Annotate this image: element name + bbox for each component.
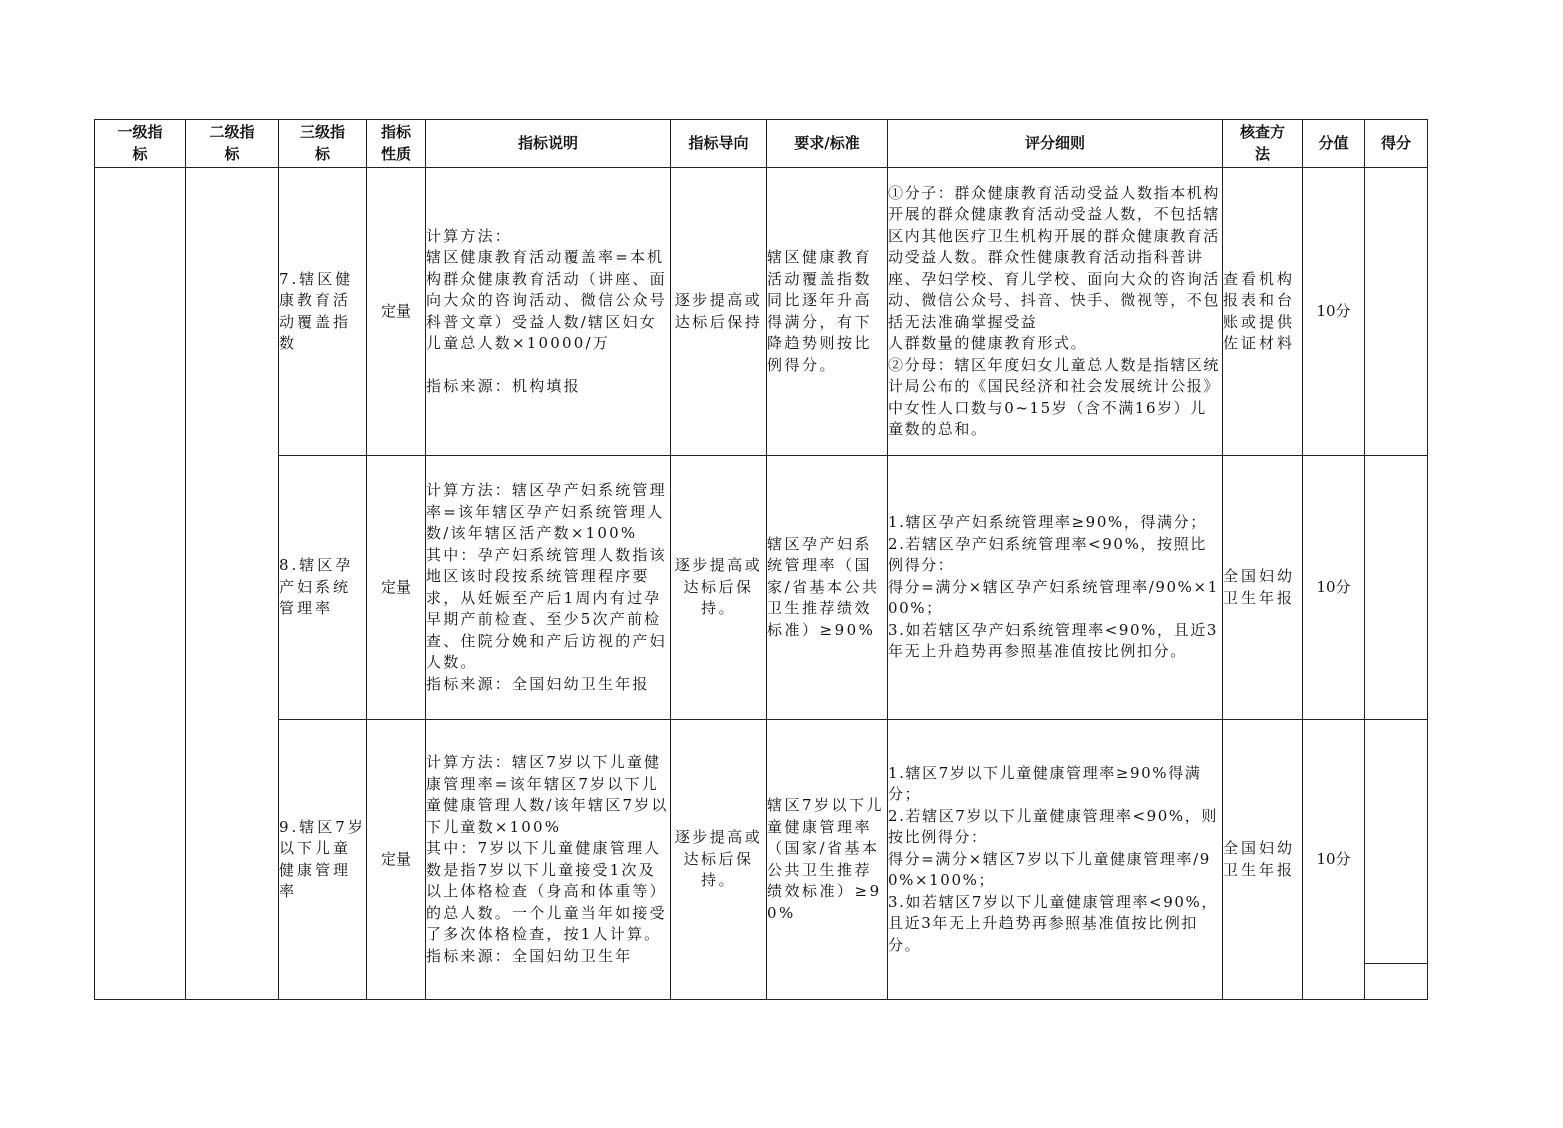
standard-cell: 辖区7岁以下儿童健康管理率（国家/省基本公共卫生推荐绩效标准）≥90% (767, 720, 888, 1000)
orientation-cell: 逐步提高或达标后保持。 (671, 720, 767, 1000)
header-level3: 三级指 标 (279, 120, 367, 168)
points-cell: 10分 (1303, 168, 1365, 456)
header-level1: 一级指 标 (95, 120, 186, 168)
header-nature: 指标 性质 (367, 120, 426, 168)
score-cell[interactable] (1365, 720, 1428, 1000)
orientation-cell: 逐步提高或达标后保持。 (671, 456, 767, 720)
description-cell: 计算方法：辖区7岁以下儿童健康管理率=该年辖区7岁以下儿童健康管理人数/该年辖区7岁以下儿童数×100% 其中：7岁以下儿童健康管理人数是指7岁以下儿童接受1次及以上体格检查（身高和体重等）的总人数。一个儿童当年如接受了多次体格检查，按1人计算。 指标来源：全国妇幼卫生年 (426, 720, 671, 1000)
method-cell: 全国妇幼卫生年报 (1223, 720, 1303, 1000)
scoring-cell: 1.辖区7岁以下儿童健康管理率≥90%得满分； 2.若辖区7岁以下儿童健康管理率<90%，则按比例得分： 得分=满分×辖区7岁以下儿童健康管理率/90%×100%； 3.如若辖区7岁以下儿童健康管理率<90%，且近3年无上升趋势再参照基准值按比例扣分。 (888, 720, 1223, 1000)
method-cell: 查看机构报表和台账或提供佐证材料 (1223, 168, 1303, 456)
header-level2: 二级指 标 (186, 120, 279, 168)
nature-cell: 定量 (367, 720, 426, 1000)
table-row (95, 168, 1428, 456)
level1-cell (95, 168, 186, 1000)
header-scoring: 评分细则 (888, 120, 1223, 168)
points-cell: 10分 (1303, 720, 1365, 1000)
points-cell: 10分 (1303, 456, 1365, 720)
scoring-cell: 1.辖区孕产妇系统管理率≥90%，得满分； 2.若辖区孕产妇系统管理率<90%，按照比例得分： 得分=满分×辖区孕产妇系统管理率/90%×100%； 3.如若辖区孕产妇系统管理率<90%，且近3年无上升趋势再参照基准值按比例扣分。 (888, 456, 1223, 720)
score-subdivision (1365, 963, 1427, 999)
header-standard: 要求/标准 (767, 120, 888, 168)
score-cell[interactable] (1365, 168, 1428, 456)
indicator-table (94, 119, 1428, 1000)
score-cell[interactable] (1365, 456, 1428, 720)
orientation-cell: 逐步提高或达标后保持 (671, 168, 767, 456)
scoring-cell: ①分子：群众健康教育活动受益人数指本机构开展的群众健康教育活动受益人数，不包括辖区内其他医疗卫生机构开展的群众健康教育活动受益人数。群众性健康教育活动指科普讲座、孕妇学校、育儿学校、面向大众的咨询活动、微信公众号、抖音、快手、微视等，不包括无法准确掌握受益 人群数量的健康教育形式。 ②分母：辖区年度妇女儿童总人数是指辖区统计局公布的《国民经济和社会发展统计公报》中女性人口数与0~15岁（含不满16岁）儿童数的总和。 (888, 168, 1223, 456)
description-cell: 计算方法： 辖区健康教育活动覆盖率=本机构群众健康教育活动（讲座、面向大众的咨询活动、微信公众号科普文章）受益人数/辖区妇女儿童总人数×10000/万 指标来源：机构填报 (426, 168, 671, 456)
table-row (95, 720, 1428, 1000)
nature-cell: 定量 (367, 456, 426, 720)
header-method: 核查方 法 (1223, 120, 1303, 168)
description-cell: 计算方法：辖区孕产妇系统管理率=该年辖区孕产妇系统管理人数/该年辖区活产数×100% 其中：孕产妇系统管理人数指该地区该时段按系统管理程序要求，从妊娠至产后1周内有过孕早期产前检查、至少5次产前检查、住院分娩和产后访视的产妇人数。 指标来源：全国妇幼卫生年报 (426, 456, 671, 720)
table-row (95, 456, 1428, 720)
method-cell: 全国妇幼卫生年报 (1223, 456, 1303, 720)
header-description: 指标说明 (426, 120, 671, 168)
level2-cell (186, 168, 279, 1000)
header-row (95, 120, 1428, 168)
header-orientation: 指标导向 (671, 120, 767, 168)
indicator-cell: 9.辖区7岁以下儿童健康管理率 (279, 720, 367, 1000)
header-points: 分值 (1303, 120, 1365, 168)
indicator-cell: 8.辖区孕产妇系统管理率 (279, 456, 367, 720)
standard-cell: 辖区健康教育活动覆盖指数同比逐年升高得满分，有下降趋势则按比例得分。 (767, 168, 888, 456)
indicator-cell: 7.辖区健康教育活动覆盖指数 (279, 168, 367, 456)
standard-cell: 辖区孕产妇系统管理率（国家/省基本公共卫生推荐绩效标准）≥90% (767, 456, 888, 720)
nature-cell: 定量 (367, 168, 426, 456)
header-score: 得分 (1365, 120, 1428, 168)
